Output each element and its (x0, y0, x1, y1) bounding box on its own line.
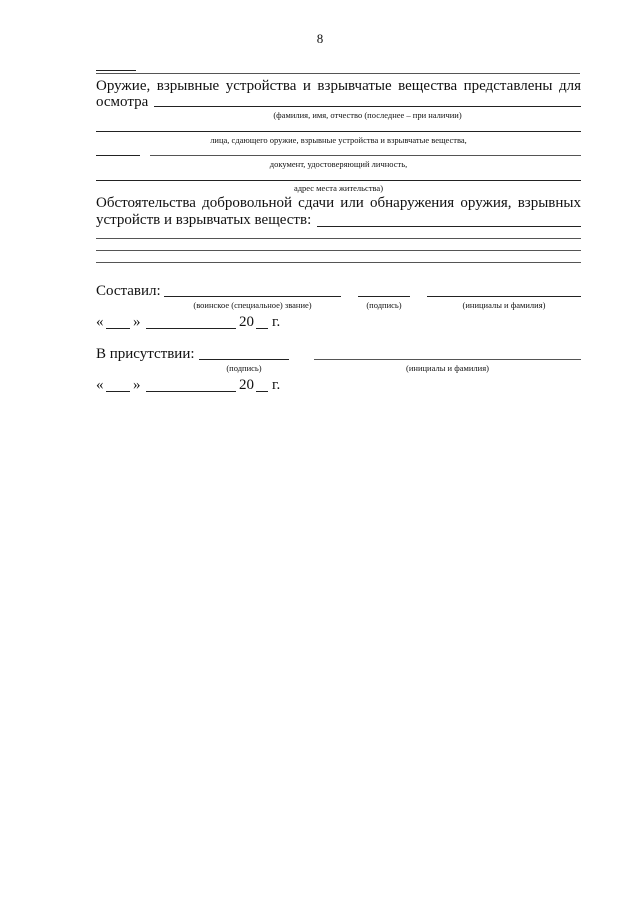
name-input-line[interactable] (427, 296, 581, 297)
circumstances-text: Обстоятельства добровольной сдачи или обнаружения оружия, взрывных (96, 195, 581, 211)
document-input-line[interactable] (150, 155, 581, 156)
presence-date-year-prefix: 20 (239, 377, 254, 393)
date-year-prefix: 20 (239, 314, 254, 330)
date-year-input[interactable] (256, 328, 268, 329)
address-caption: адрес места жительства) (293, 183, 384, 193)
circumstances-input-line-3[interactable] (96, 250, 581, 251)
presence-signature-caption: (подпись) (226, 363, 262, 373)
circumstances-input-line-1[interactable] (317, 226, 581, 227)
signature-input-line[interactable] (358, 296, 410, 297)
presence-date-month-input[interactable] (146, 391, 236, 392)
presence-date-year-suffix: г. (272, 377, 281, 393)
date-open-quote: « (96, 314, 104, 330)
person-input-line[interactable] (96, 131, 581, 132)
presence-signature-input-line[interactable] (199, 359, 289, 360)
date-day-input[interactable] (106, 328, 130, 329)
address-input-line[interactable] (96, 180, 581, 181)
page-number: 8 (316, 31, 324, 46)
inspection-label: осмотра (96, 94, 149, 110)
circumstances-input-line-2[interactable] (96, 238, 581, 239)
presence-name-caption: (инициалы и фамилия) (406, 363, 489, 373)
circumstances-text-line2: устройств и взрывчатых веществ: (96, 212, 312, 228)
top-rule (96, 73, 580, 74)
rank-caption: (воинское (специальное) звание) (193, 300, 312, 310)
name-caption: (инициалы и фамилия) (462, 300, 546, 310)
person-caption: лица, сдающего оружие, взрывные устройства и взрывчатые вещества, (210, 135, 467, 145)
document-input-line-left[interactable] (96, 155, 140, 156)
signature-caption: (подпись) (366, 300, 402, 310)
circumstances-input-line-4[interactable] (96, 262, 581, 263)
presence-date-open-quote: « (96, 377, 104, 393)
compiled-label: Составил: (96, 283, 161, 299)
weapons-presented-text: Оружие, взрывные устройства и взрывчатые вещества представлены для (96, 78, 581, 94)
document-caption: документ, удостоверяющий личность, (269, 159, 408, 169)
fio-input-line[interactable] (154, 106, 581, 107)
top-rule-short (96, 70, 136, 71)
date-close-quote: » (133, 314, 141, 330)
presence-name-input-line[interactable] (314, 359, 581, 360)
fio-caption: (фамилия, имя, отчество (последнее – при наличии) (273, 110, 462, 120)
date-month-input[interactable] (146, 328, 236, 329)
presence-date-year-input[interactable] (256, 391, 268, 392)
presence-date-day-input[interactable] (106, 391, 130, 392)
presence-label: В присутствии: (96, 346, 195, 362)
rank-input-line[interactable] (164, 296, 341, 297)
presence-date-close-quote: » (133, 377, 141, 393)
date-year-suffix: г. (272, 314, 281, 330)
